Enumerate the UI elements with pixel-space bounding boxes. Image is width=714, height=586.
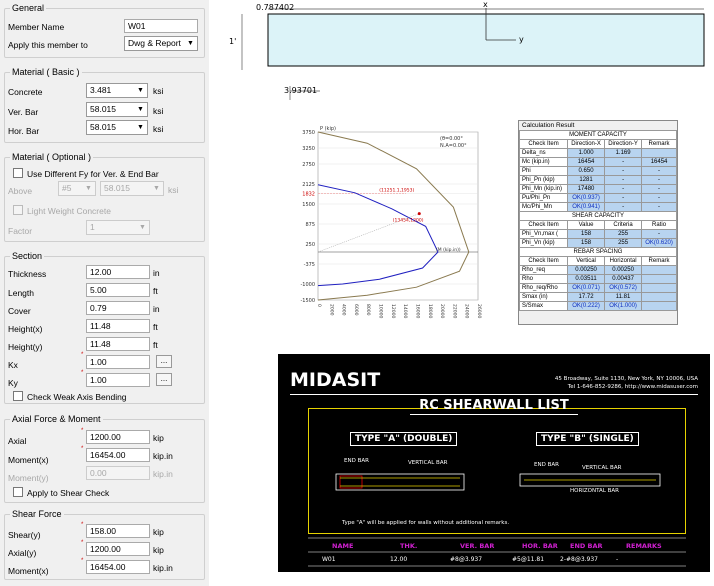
result-row [520, 185, 677, 194]
result-cell: OK(0.572) [605, 284, 642, 293]
result-cell [642, 266, 677, 275]
drawing-row-cell: #8@3.937 [450, 556, 483, 563]
result-row [520, 149, 677, 158]
result-cell: - [642, 167, 677, 176]
section-title: Section [12, 251, 43, 261]
result-row [520, 203, 677, 212]
result-cell: OK(0.937) [568, 194, 605, 203]
y-axis-label: P (kip) [320, 126, 336, 132]
result-cell [642, 149, 677, 158]
result-cell: S/Smax [520, 302, 568, 311]
cover-label: Cover [8, 306, 31, 316]
result-row [520, 194, 677, 203]
section-row [520, 212, 677, 221]
load-annotation: (13454,1200) [392, 218, 424, 224]
ver-bar-label: Ver. Bar [8, 107, 39, 117]
required-marker: * [81, 370, 84, 376]
x-tick-label: 24000 [463, 304, 469, 319]
member-name-input[interactable]: W01 [124, 19, 198, 33]
above-fy-value: 58.015 [104, 183, 130, 193]
result-cell: - [642, 176, 677, 185]
calc-table [519, 130, 677, 311]
result-cell: 16454 [642, 158, 677, 167]
required-marker: * [81, 558, 84, 564]
calculation-result-panel [518, 120, 678, 325]
shear-y-unit: kip [153, 527, 164, 537]
result-cell: OK(0.222) [568, 302, 605, 311]
dim-left-label: 1' [229, 37, 237, 46]
header-cell: Direction-X [568, 140, 605, 149]
above-unit: ksi [168, 185, 179, 195]
type-a-end-bar-label: END BAR [344, 458, 369, 464]
x-axis-annotation: (M (kip.in)) [436, 248, 461, 253]
drawing-row-cell: - [616, 556, 619, 563]
light-weight-label: Light Weight Concrete [27, 206, 111, 216]
result-cell: Mc (kip.in) [520, 158, 568, 167]
shear-y-label: Shear(y) [8, 530, 41, 540]
drawing-row-cell: W01 [322, 556, 336, 563]
x-tick-label: 4000 [340, 304, 346, 316]
kx-more-button[interactable]: ... [156, 355, 172, 368]
thickness-unit: in [153, 268, 160, 278]
required-marker: * [81, 540, 84, 546]
result-cell: Rho_req/Rho [520, 284, 568, 293]
header-cell: Check Item [520, 221, 568, 230]
result-cell: - [605, 176, 642, 185]
result-cell: - [642, 203, 677, 212]
y-tick-label: 1832 [302, 191, 315, 198]
result-cell: OK(1.000) [605, 302, 642, 311]
x-tick-label: 18000 [426, 304, 432, 319]
dim-bottom-label: 3.93701 [284, 86, 318, 95]
result-row [520, 230, 677, 239]
moment-x-unit: kip.in [153, 451, 173, 461]
axial-y-label: Axial(y) [8, 548, 37, 558]
type-a-label: TYPE "A" (DOUBLE) [350, 432, 457, 446]
cover-unit: in [153, 304, 160, 314]
x-tick-label: 16000 [414, 304, 420, 319]
header-cell: Criteria [605, 221, 642, 230]
result-cell: - [642, 194, 677, 203]
drawing-header-cell: THK. [400, 542, 418, 550]
load-point [418, 212, 421, 215]
result-cell: 1.000 [568, 149, 605, 158]
result-cell: 1.169 [605, 149, 642, 158]
concrete-value: 3.481 [90, 85, 112, 95]
concrete-select[interactable] [86, 83, 148, 98]
section-title: MOMENT CAPACITY [520, 131, 677, 140]
x-tick-label: 10000 [377, 304, 383, 319]
result-cell: 1281 [568, 176, 605, 185]
wall-type-details [278, 354, 710, 572]
x-tick-label: 14000 [402, 304, 408, 319]
chevron-down-icon: ▼ [85, 185, 92, 192]
member-properties-panel [0, 0, 209, 586]
section-row [520, 248, 677, 257]
height-y-label: Height(y) [8, 342, 43, 352]
light-weight-checkbox[interactable] [13, 205, 23, 215]
height-x-unit: ft [153, 322, 158, 332]
result-cell: OK(0.071) [568, 284, 605, 293]
result-row [520, 293, 677, 302]
required-marker: * [81, 428, 84, 434]
shear-moment-x-input[interactable]: 16454.00 [86, 560, 150, 574]
moment-y-value: 0.00 [90, 468, 107, 478]
calc-title: Calculation Result [519, 121, 677, 130]
height-y-unit: ft [153, 340, 158, 350]
apply-member-value: Dwg & Report [128, 38, 181, 48]
result-cell: Phi [520, 167, 568, 176]
header-cell: Ratio [642, 221, 677, 230]
weak-axis-label: Check Weak Axis Bending [27, 392, 127, 402]
required-marker: * [81, 522, 84, 528]
header-cell: Horizontal [605, 257, 642, 266]
above-size-value: #5 [62, 183, 72, 193]
y-tick-label: 875 [305, 222, 315, 228]
moment-y-label: Moment(y) [8, 473, 49, 483]
result-cell: Rho_req [520, 266, 568, 275]
header-cell: Direction-Y [605, 140, 642, 149]
result-cell: 158 [568, 239, 605, 248]
drawing-header-cell: HOR. BAR [522, 542, 558, 550]
result-cell: - [605, 194, 642, 203]
section-title: REBAR SPACING [520, 248, 677, 257]
result-cell: 17.72 [568, 293, 605, 302]
material-basic-title: Material ( Basic ) [12, 67, 80, 77]
y-tick-label: -1500 [300, 298, 315, 304]
x-tick-label: 0 [316, 304, 321, 307]
result-row [520, 284, 677, 293]
header-cell: Value [568, 221, 605, 230]
moment-x-input[interactable]: 16454.00 [86, 448, 150, 462]
result-cell: 0.650 [568, 167, 605, 176]
drawing-header-cell: VER. BAR [460, 542, 495, 550]
factor-label: Factor [8, 226, 33, 236]
header-cell: Remark [642, 257, 677, 266]
above-size-select[interactable] [58, 181, 96, 196]
drawing-row-cell: #5@11.81 [512, 556, 545, 563]
apply-member-label: Apply this member to [8, 40, 88, 50]
result-cell [642, 284, 677, 293]
result-cell [642, 302, 677, 311]
result-row [520, 239, 677, 248]
axial-label: Axial [8, 436, 27, 446]
moment-y-unit: kip.in [153, 469, 173, 479]
result-cell: - [605, 158, 642, 167]
kx-label: Kx [8, 360, 18, 370]
dim-top-label: 0.787402 [256, 3, 295, 12]
hor-bar-value: 58.015 [90, 122, 116, 132]
shear-y-input[interactable]: 158.00 [86, 524, 150, 538]
x-tick-label: 2000 [328, 304, 334, 316]
thickness-label: Thickness [8, 269, 47, 279]
result-cell: 0.00250 [568, 266, 605, 275]
x-tick-label: 12000 [389, 304, 395, 319]
concrete-unit: ksi [153, 86, 164, 96]
result-cell: - [605, 203, 642, 212]
result-cell: OK(0.941) [568, 203, 605, 212]
result-cell: Mc/Phi_Mn [520, 203, 568, 212]
ky-more-button[interactable]: ... [156, 373, 172, 386]
axial-y-input[interactable]: 1200.00 [86, 542, 150, 556]
y-tick-label: 250 [305, 242, 315, 248]
axis-y-label: y [519, 35, 524, 44]
axial-y-unit: kip [153, 545, 164, 555]
shear-moment-x-label: Moment(x) [8, 566, 49, 576]
result-row [520, 176, 677, 185]
drawing-header-cell: REMARKS [626, 542, 662, 550]
type-b-horizontal-bar-label: HORIZONTAL BAR [570, 488, 619, 494]
drawing-header-cell: NAME [332, 542, 354, 550]
ky-label: Ky [8, 378, 18, 388]
ver-bar-value: 58.015 [90, 104, 116, 114]
factor-value: 1 [90, 222, 95, 232]
concrete-label: Concrete [8, 87, 43, 97]
weak-axis-checkbox[interactable] [13, 391, 23, 401]
wall-plan-view [228, 0, 714, 100]
result-cell [642, 293, 677, 302]
apply-shear-checkbox[interactable] [13, 487, 23, 497]
brand-logo-text: MIDASIT [290, 369, 381, 391]
kx-input[interactable]: 1.00 [86, 355, 150, 369]
required-marker: * [81, 352, 84, 358]
result-row [520, 275, 677, 284]
shearwall-drawing [278, 354, 710, 572]
length-input[interactable]: 5.00 [86, 283, 150, 297]
x-tick-label: 26000 [476, 304, 481, 319]
ver-bar-select[interactable] [86, 102, 148, 117]
result-cell: Pu/Phi_Pn [520, 194, 568, 203]
chevron-down-icon: ▼ [137, 87, 144, 94]
axis-x-label: x [483, 0, 488, 9]
result-row [520, 266, 677, 275]
hor-bar-unit: ksi [153, 124, 164, 134]
moment-y-input[interactable] [86, 466, 150, 480]
height-y-input[interactable]: 11.48 [86, 337, 150, 351]
chevron-down-icon: ▼ [187, 40, 194, 47]
chevron-down-icon: ▼ [137, 124, 144, 131]
list-title: RC SHEARWALL LIST [419, 398, 569, 413]
result-cell: Phi_Vn,max ( [520, 230, 568, 239]
neutral-axis-annotation: N.A=0.00° [440, 143, 467, 149]
header-cell: Check Item [520, 257, 568, 266]
shear-title: Shear Force [12, 509, 62, 519]
moment-x-label: Moment(x) [8, 455, 49, 465]
x-tick-label: 20000 [439, 304, 445, 319]
apply-member-select[interactable] [124, 36, 198, 51]
hor-bar-select[interactable] [86, 120, 148, 135]
result-cell: 11.81 [605, 293, 642, 302]
result-cell: 0.00437 [605, 275, 642, 284]
material-optional-title: Material ( Optional ) [12, 152, 92, 162]
result-row [520, 302, 677, 311]
factor-select[interactable] [86, 220, 150, 235]
y-tick-label: 1500 [302, 202, 315, 208]
height-x-input[interactable]: 11.48 [86, 319, 150, 333]
x-tick-label: 8000 [365, 304, 371, 316]
hor-bar-label: Hor. Bar [8, 126, 40, 136]
result-cell: Delta_ns [520, 149, 568, 158]
y-tick-label: 3750 [302, 130, 315, 136]
result-cell [642, 275, 677, 284]
result-cell: 17480 [568, 185, 605, 194]
drawing-note: Type "A" will be applied for walls without additional remarks. [342, 520, 510, 526]
result-cell: 16454 [568, 158, 605, 167]
type-b-vertical-bar-label: VERTICAL BAR [582, 465, 622, 471]
address-text: 45 Broadway, Suite 1130, New York, NY 10006, USA [554, 376, 698, 382]
result-cell: Rho [520, 275, 568, 284]
section-row [520, 131, 677, 140]
type-b-end-bar-label: END BAR [534, 462, 559, 468]
use-diff-fy-label: Use Different Fy for Ver. & End Bar [27, 169, 159, 179]
length-label: Length [8, 288, 34, 298]
result-cell: 255 [605, 230, 642, 239]
result-cell: 0.03511 [568, 275, 605, 284]
above-fy-select[interactable] [100, 181, 164, 196]
above-label: Above [8, 186, 33, 196]
use-diff-fy-checkbox[interactable] [13, 168, 23, 178]
header-row [520, 140, 677, 149]
y-tick-label: 2750 [302, 162, 315, 168]
result-cell: - [605, 167, 642, 176]
shear-moment-x-unit: kip.in [153, 563, 173, 573]
ky-input[interactable]: 1.00 [86, 373, 150, 387]
chevron-down-icon: ▼ [139, 224, 146, 231]
thickness-input[interactable]: 12.00 [86, 265, 150, 279]
y-tick-label: 2125 [302, 182, 315, 188]
drawing-row-cell: 12.00 [390, 556, 408, 563]
y-tick-label: -1000 [300, 282, 315, 288]
chevron-down-icon: ▼ [153, 185, 160, 192]
drawing-row-cell: 2-#8@3.937 [560, 556, 599, 563]
result-cell: Phi_Mn (kip.in) [520, 185, 568, 194]
section-title: SHEAR CAPACITY [520, 212, 677, 221]
chevron-down-icon: ▼ [137, 106, 144, 113]
cover-input[interactable]: 0.79 [86, 301, 150, 315]
type-a-vertical-bar-label: VERTICAL BAR [408, 460, 448, 466]
result-cell: 158 [568, 230, 605, 239]
height-x-label: Height(x) [8, 324, 43, 334]
required-marker: * [81, 446, 84, 452]
header-cell: Vertical [568, 257, 605, 266]
header-row [520, 257, 677, 266]
header-row [520, 221, 677, 230]
result-cell: 0.00250 [605, 266, 642, 275]
drawing-header-cell: END BAR [570, 542, 603, 550]
apply-shear-label: Apply to Shear Check [27, 488, 110, 498]
header-cell: Remark [642, 140, 677, 149]
header-cell: Check Item [520, 140, 568, 149]
result-cell: 255 [605, 239, 642, 248]
result-cell: Phi_Vn (kip) [520, 239, 568, 248]
y-tick-label: -375 [303, 262, 315, 268]
axial-title: Axial Force & Moment [12, 414, 101, 424]
result-cell: Phi_Pn (kip) [520, 176, 568, 185]
result-cell: - [605, 185, 642, 194]
x-tick-label: 6000 [352, 304, 358, 316]
angle-annotation: (θ=0.00° [440, 136, 463, 142]
axial-unit: kip [153, 433, 164, 443]
capacity-annotation: (11251.1,1953) [379, 188, 415, 194]
contact-text: Tel 1-646-852-9286, http://www.midasuser.com [567, 384, 698, 390]
result-cell: - [642, 230, 677, 239]
ver-bar-unit: ksi [153, 106, 164, 116]
x-tick-label: 22000 [451, 304, 457, 319]
y-tick-label: 3250 [302, 146, 315, 152]
result-cell: Smax (in) [520, 293, 568, 302]
result-row [520, 167, 677, 176]
length-unit: ft [153, 286, 158, 296]
axial-input[interactable]: 1200.00 [86, 430, 150, 444]
result-row [520, 158, 677, 167]
general-title: General [12, 3, 45, 13]
type-b-label: TYPE "B" (SINGLE) [536, 432, 639, 446]
pm-interaction-chart [284, 122, 514, 330]
member-name-label: Member Name [8, 22, 65, 32]
result-cell: - [642, 185, 677, 194]
result-cell: OK(0.620) [642, 239, 677, 248]
